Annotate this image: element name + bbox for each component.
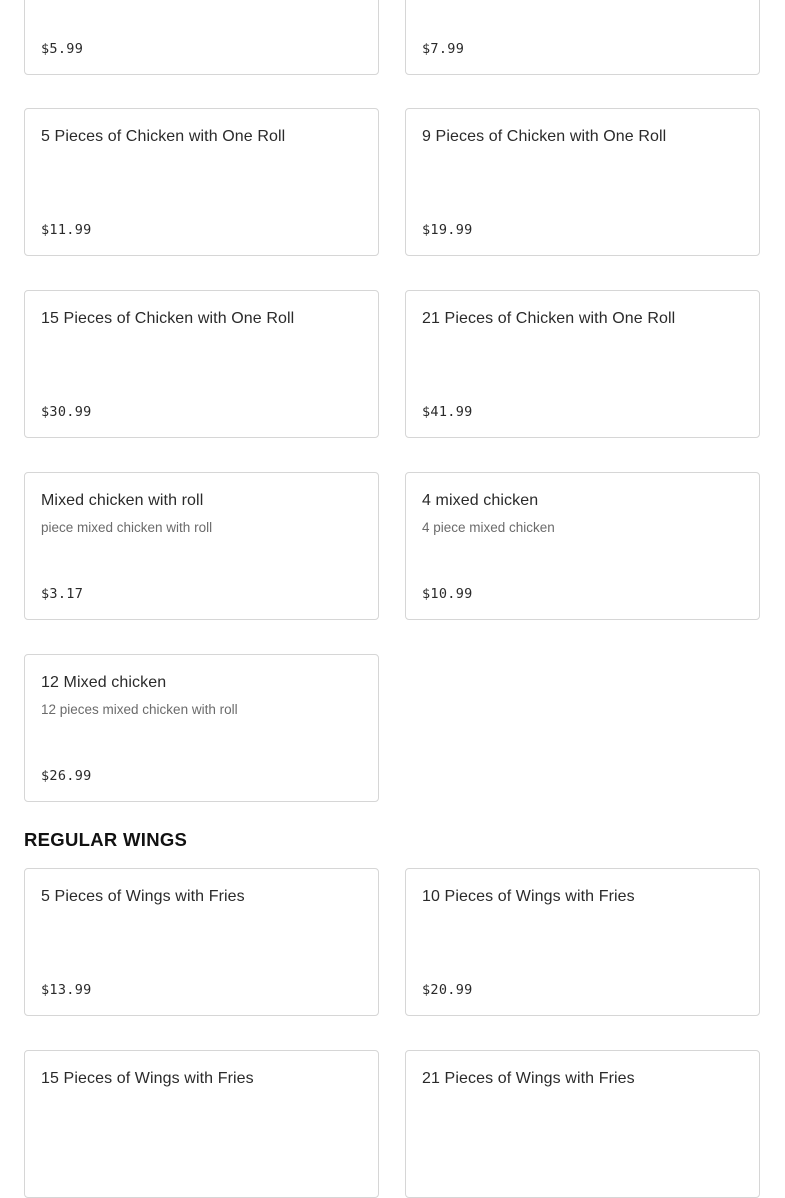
- item-name: 15 Pieces of Chicken with One Roll: [41, 310, 295, 327]
- item-price: $11.99: [41, 222, 92, 238]
- item-price: $26.99: [41, 768, 92, 784]
- menu-item-card[interactable]: [405, 108, 760, 256]
- item-description: piece mixed chicken with roll: [41, 520, 213, 535]
- item-name: 5 Pieces of Wings with Fries: [41, 888, 245, 905]
- section-heading-regular-wings: REGULAR WINGS: [24, 829, 188, 850]
- item-price: $19.99: [422, 222, 473, 238]
- item-name: 5 Pieces of Chicken with One Roll: [41, 128, 286, 145]
- menu-item-card[interactable]: [24, 0, 379, 75]
- item-name: 12 Mixed chicken: [41, 674, 167, 691]
- menu-item-card[interactable]: [405, 472, 760, 620]
- item-price: $3.17: [41, 586, 84, 602]
- item-price: $13.99: [41, 982, 92, 998]
- item-price: $41.99: [422, 404, 473, 420]
- item-description: 4 piece mixed chicken: [422, 520, 555, 535]
- item-price: $5.99: [41, 41, 84, 57]
- menu-item-card[interactable]: [405, 868, 760, 1016]
- item-price: $20.99: [422, 982, 473, 998]
- item-name: 15 Pieces of Wings with Fries: [41, 1070, 254, 1087]
- item-price: $30.99: [41, 404, 92, 420]
- item-name: 9 Pieces of Chicken with One Roll: [422, 128, 667, 145]
- menu-item-card[interactable]: [24, 108, 379, 256]
- menu-item-card[interactable]: [24, 290, 379, 438]
- item-name: 21 Pieces of Wings with Fries: [422, 1070, 635, 1087]
- menu-item-card[interactable]: [24, 868, 379, 1016]
- item-price: $7.99: [422, 41, 465, 57]
- menu-item-card[interactable]: [405, 290, 760, 438]
- menu-item-card[interactable]: [24, 472, 379, 620]
- item-name: Mixed chicken with roll: [41, 492, 204, 509]
- item-price: $10.99: [422, 586, 473, 602]
- menu-item-card[interactable]: [24, 1050, 379, 1198]
- item-name: 4 mixed chicken: [422, 492, 539, 509]
- item-name: 10 Pieces of Wings with Fries: [422, 888, 635, 905]
- menu-item-card[interactable]: [405, 0, 760, 75]
- item-name: 21 Pieces of Chicken with One Roll: [422, 310, 676, 327]
- item-description: 12 pieces mixed chicken with roll: [41, 702, 238, 717]
- menu-item-card[interactable]: [405, 1050, 760, 1198]
- menu-item-card[interactable]: [24, 654, 379, 802]
